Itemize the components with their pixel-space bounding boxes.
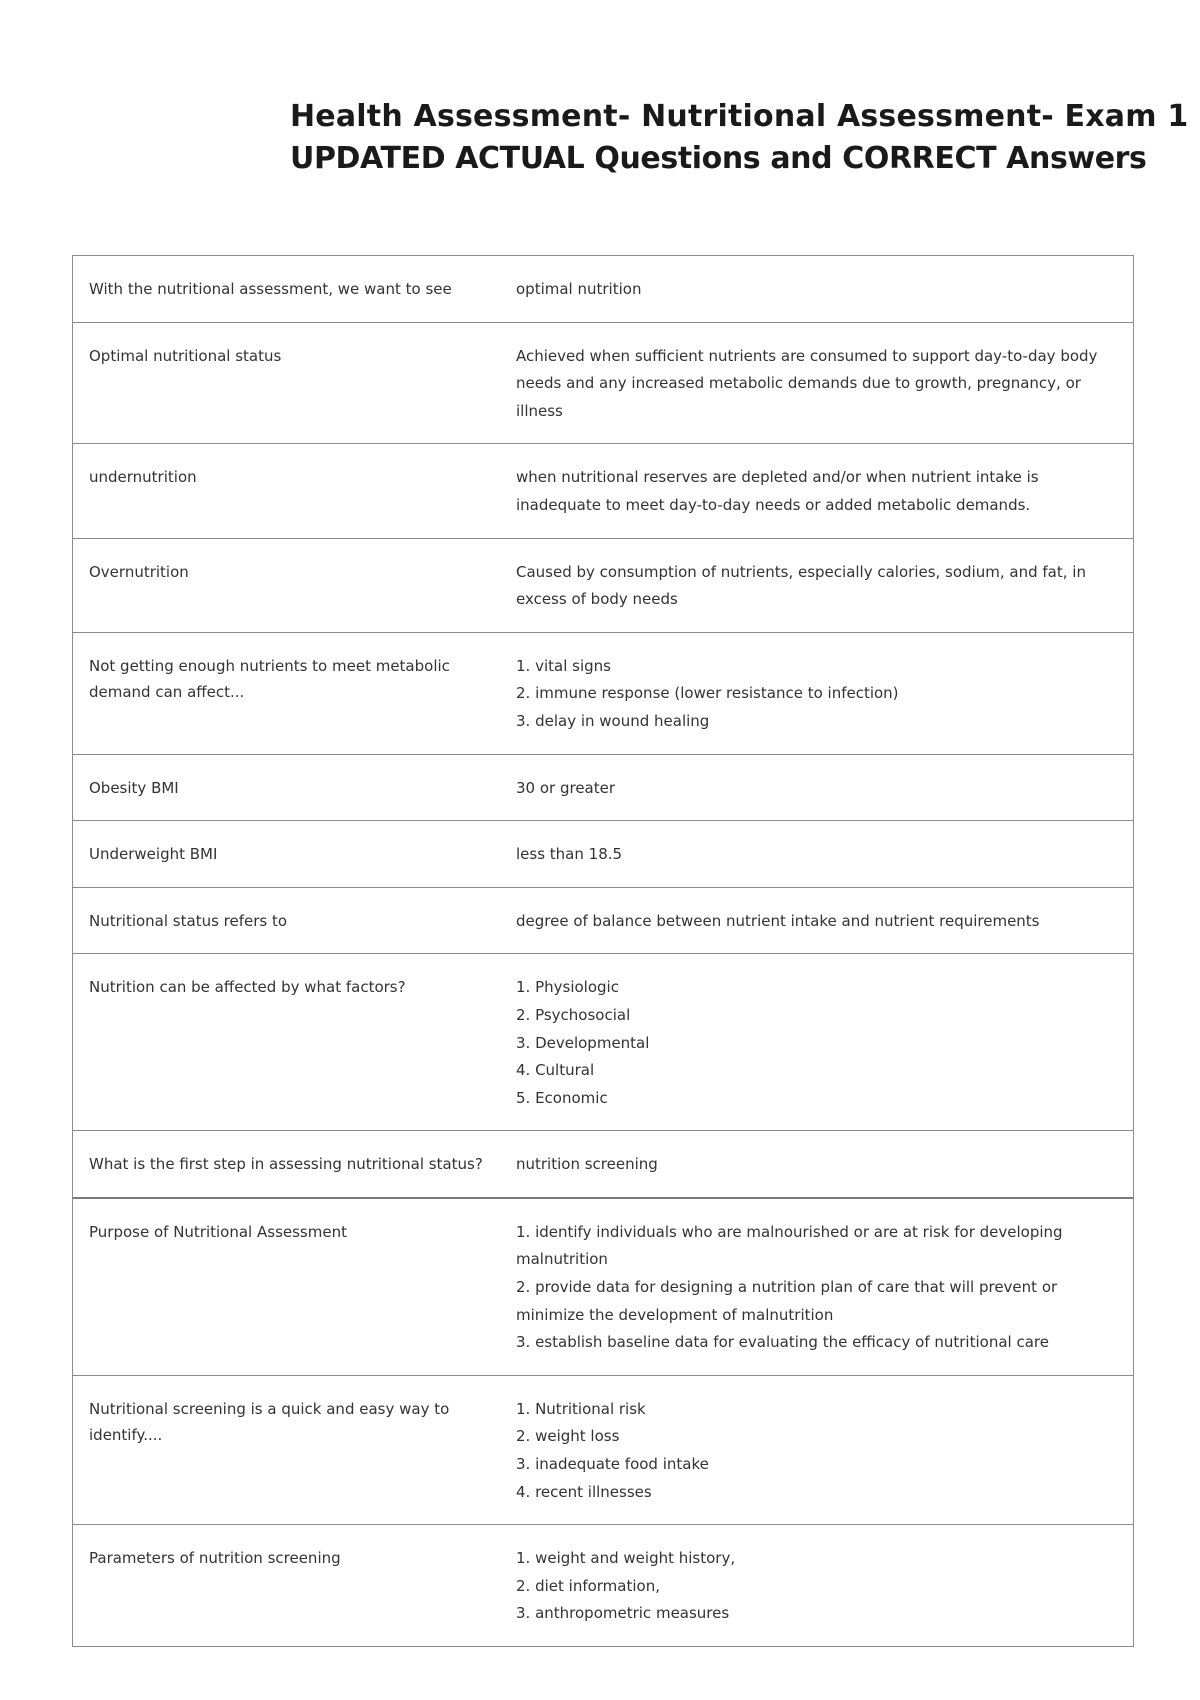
table-row [73,539,1133,633]
question-cell: Purpose of Nutritional Assessment [89,1222,347,1241]
answer-list-item: 1. vital signs [516,656,611,675]
answer-list-item: 1. Physiologic [516,978,619,997]
table-row [73,323,1133,445]
question-cell: Parameters of nutrition screening [89,1549,341,1568]
answer-list-item: 1. Nutritional risk [516,1399,646,1418]
title-line-1: Health Assessment- Nutritional Assessment- Exam 1 [290,99,1189,134]
table-row [73,1525,1133,1646]
table-row [73,1376,1133,1525]
question-cell: Underweight BMI [89,845,218,864]
table-row [73,1131,1133,1199]
table-row [73,755,1133,822]
answer-list-item: 2. immune response (lower resistance to infection) [516,684,899,703]
answer-cell [516,954,1133,1130]
document-title [290,96,1189,180]
answer-cell: nutrition screening [516,1155,658,1174]
answer-cell: when nutritional reserves are depleted and/or when nutrient intake is inadequate to meet day-to-day needs or added metabolic demands. [516,468,1039,514]
answer-list-item: 3. establish baseline data for evaluating the efficacy of nutritional care [516,1333,1049,1352]
question-cell: Optimal nutritional status [89,346,282,365]
question-cell: Nutritional status refers to [89,911,288,930]
table-row [73,888,1133,955]
table-row [73,1199,1133,1376]
answer-list-item: 2. Psychosocial [516,1005,631,1024]
question-cell: Overnutrition [89,562,189,581]
answer-list-item: 3. inadequate food intake [516,1455,709,1474]
question-cell: Nutrition can be affected by what factors? [89,978,406,997]
answer-list-item: 2. weight loss [516,1427,620,1446]
answer-list-item: 3. Developmental [516,1033,650,1052]
question-answer-table [72,255,1134,1647]
title-line-2: UPDATED ACTUAL Questions and CORRECT Answers [290,141,1147,176]
answer-cell: less than 18.5 [516,845,623,864]
question-cell: What is the first step in assessing nutritional status? [89,1155,483,1174]
answer-list-item: 2. diet information, [516,1576,660,1595]
answer-cell: degree of balance between nutrient intake and nutrient requirements [516,911,1040,930]
answer-list-item: 4. recent illnesses [516,1482,652,1501]
answer-cell: 30 or greater [516,778,616,797]
answer-list-item: 4. Cultural [516,1061,595,1080]
question-cell: Nutritional screening is a quick and easy way to identify.... [89,1399,450,1444]
question-cell: undernutrition [89,468,197,487]
table-row [73,633,1133,755]
answer-cell: Achieved when sufficient nutrients are consumed to support day-to-day body needs and any increased metabolic demands due to growth, pregnancy, or illness [516,346,1098,420]
answer-list-item: 5. Economic [516,1088,608,1107]
table-row [73,444,1133,538]
answer-list-item: 1. identify individuals who are malnourished or are at risk for developing malnutrition [516,1222,1063,1269]
answer-cell: optimal nutrition [516,280,642,298]
answer-list-item: 2. provide data for designing a nutrition plan of care that will prevent or minimize the development of malnutrition [516,1278,1058,1324]
answer-list-item: 1. weight and weight history, [516,1549,736,1568]
table-row [73,821,1133,888]
question-cell: With the nutritional assessment, we want to see [89,280,452,298]
table-row [73,256,1133,323]
answer-cell [516,1199,1133,1375]
answer-list-item: 3. anthropometric measures [516,1604,730,1623]
answer-cell: Caused by consumption of nutrients, especially calories, sodium, and fat, in excess of body needs [516,562,1086,609]
answer-list-item: 3. delay in wound healing [516,711,710,730]
answer-cell [516,633,1133,754]
question-cell: Not getting enough nutrients to meet metabolic demand can affect... [89,656,450,701]
answer-cell [516,1525,1133,1646]
question-cell: Obesity BMI [89,778,179,797]
answer-cell [516,1376,1133,1524]
table-row [73,954,1133,1131]
